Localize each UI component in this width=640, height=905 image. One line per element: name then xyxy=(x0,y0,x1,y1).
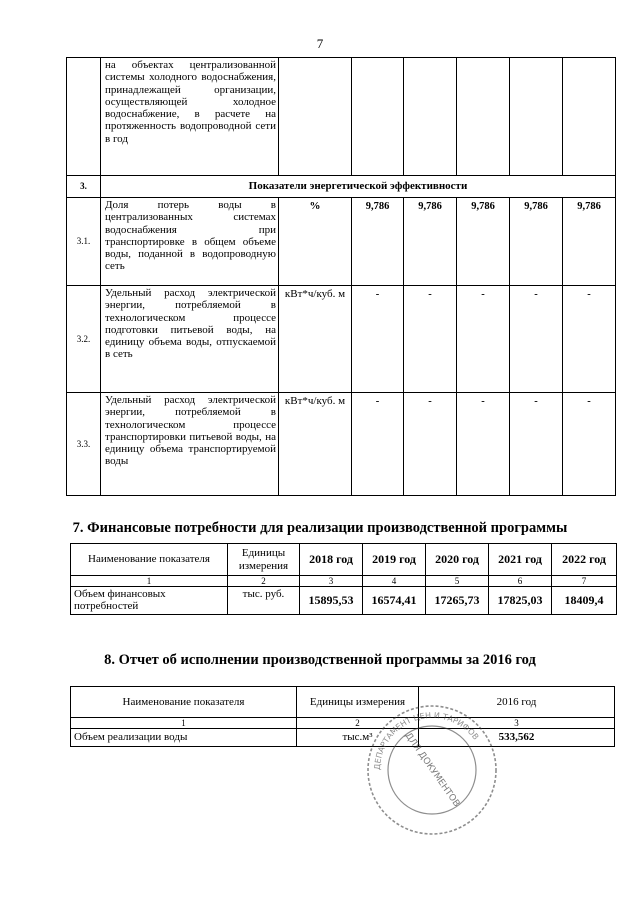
column-index: 5 xyxy=(426,576,489,587)
column-header: Наименование показателя xyxy=(71,687,297,718)
column-index: 7 xyxy=(552,576,617,587)
column-header: Единицы измерения xyxy=(228,544,300,576)
row-number: 3.3. xyxy=(67,393,101,496)
indicator-name: Объем финансовых потребностей xyxy=(71,587,228,615)
indicator-value: 18409,4 xyxy=(552,587,617,615)
indicator-value: 15895,53 xyxy=(300,587,363,615)
column-header: Наименование показателя xyxy=(71,544,228,576)
official-stamp xyxy=(362,700,502,840)
column-index: 2 xyxy=(297,718,419,729)
row-value: - xyxy=(510,286,563,393)
row-description: Удельный расход электрической энергии, потребляемой в технологическом процессе транспортировки питьевой воды, на единицу объема транспортируемой воды xyxy=(101,393,279,496)
row-value: - xyxy=(457,286,510,393)
row-value: 9,786 xyxy=(457,198,510,286)
section-number: 3. xyxy=(67,176,101,198)
row-value: - xyxy=(352,286,404,393)
row-description: на объектах централизованной системы холодного водоснабжения, принадлежащей организации, осуществляющей холодное водоснабжение, в расчете на протяженность водопроводной сети в год xyxy=(101,58,279,176)
column-index: 6 xyxy=(489,576,552,587)
indicators-table xyxy=(66,57,616,496)
row-number: 3.2. xyxy=(67,286,101,393)
section-row xyxy=(67,176,616,198)
column-header: Единицы измерения xyxy=(297,687,419,718)
table-row xyxy=(67,286,616,393)
row-value: 9,786 xyxy=(563,198,616,286)
indicator-name: Объем реализации воды xyxy=(71,729,297,747)
section-title: Показатели энергетической эффективности xyxy=(101,176,616,198)
financial-needs-table xyxy=(70,543,617,615)
column-header: 2020 год xyxy=(426,544,489,576)
section-8-heading: 8. Отчет об исполнении производственной программы за 2016 год xyxy=(104,652,536,668)
indicator-unit: тыс.м³ xyxy=(297,729,419,747)
column-header: 2018 год xyxy=(300,544,363,576)
table-row xyxy=(71,729,615,747)
row-unit: % xyxy=(279,198,352,286)
table-header-row xyxy=(71,544,617,576)
indicator-value: 16574,41 xyxy=(363,587,426,615)
column-index-row xyxy=(71,718,615,729)
row-unit: кВт*ч/куб. м xyxy=(279,393,352,496)
column-index-row xyxy=(71,576,617,587)
row-value: - xyxy=(563,393,616,496)
table-row xyxy=(67,198,616,286)
page-number: 7 xyxy=(316,36,324,51)
section-7-heading: 7. Финансовые потребности для реализации производственной программы xyxy=(72,520,568,536)
table-row xyxy=(71,587,617,615)
row-value: 9,786 xyxy=(404,198,457,286)
row-value: - xyxy=(404,286,457,393)
row-value: - xyxy=(352,393,404,496)
table-row xyxy=(67,393,616,496)
indicator-value: 17265,73 xyxy=(426,587,489,615)
row-value: - xyxy=(404,393,457,496)
row-number: 3.1. xyxy=(67,198,101,286)
stamp-ring-text: ДЕПАРТАМЕНТ ЦЕН И ТАРИФОВ xyxy=(372,710,481,771)
indicator-unit: тыс. руб. xyxy=(228,587,300,615)
execution-report-table xyxy=(70,686,615,747)
row-value: - xyxy=(510,393,563,496)
row-unit: кВт*ч/куб. м xyxy=(279,286,352,393)
column-header: 2016 год xyxy=(419,687,615,718)
row-value: 9,786 xyxy=(352,198,404,286)
table-row xyxy=(67,58,616,176)
column-header: 2021 год xyxy=(489,544,552,576)
column-index: 2 xyxy=(228,576,300,587)
column-index: 1 xyxy=(71,576,228,587)
column-header: 2022 год xyxy=(552,544,617,576)
indicator-value: 17825,03 xyxy=(489,587,552,615)
row-description: Удельный расход электрической энергии, потребляемой в технологическом процессе подготовки питьевой воды, на единицу объема воды, отпускаемой в сеть xyxy=(101,286,279,393)
row-description: Доля потерь воды в централизованных системах водоснабжения при транспортировке в общем объеме воды, поданной в водопроводную сеть xyxy=(101,198,279,286)
indicator-value: 533,562 xyxy=(419,729,615,747)
column-index: 3 xyxy=(419,718,615,729)
row-value: - xyxy=(457,393,510,496)
table-header-row xyxy=(71,687,615,718)
row-value: - xyxy=(563,286,616,393)
stamp-inner-text: ДЛЯ ДОКУМЕНТОВ xyxy=(402,731,462,809)
row-value: 9,786 xyxy=(510,198,563,286)
column-index: 1 xyxy=(71,718,297,729)
column-index: 4 xyxy=(363,576,426,587)
column-header: 2019 год xyxy=(363,544,426,576)
column-index: 3 xyxy=(300,576,363,587)
